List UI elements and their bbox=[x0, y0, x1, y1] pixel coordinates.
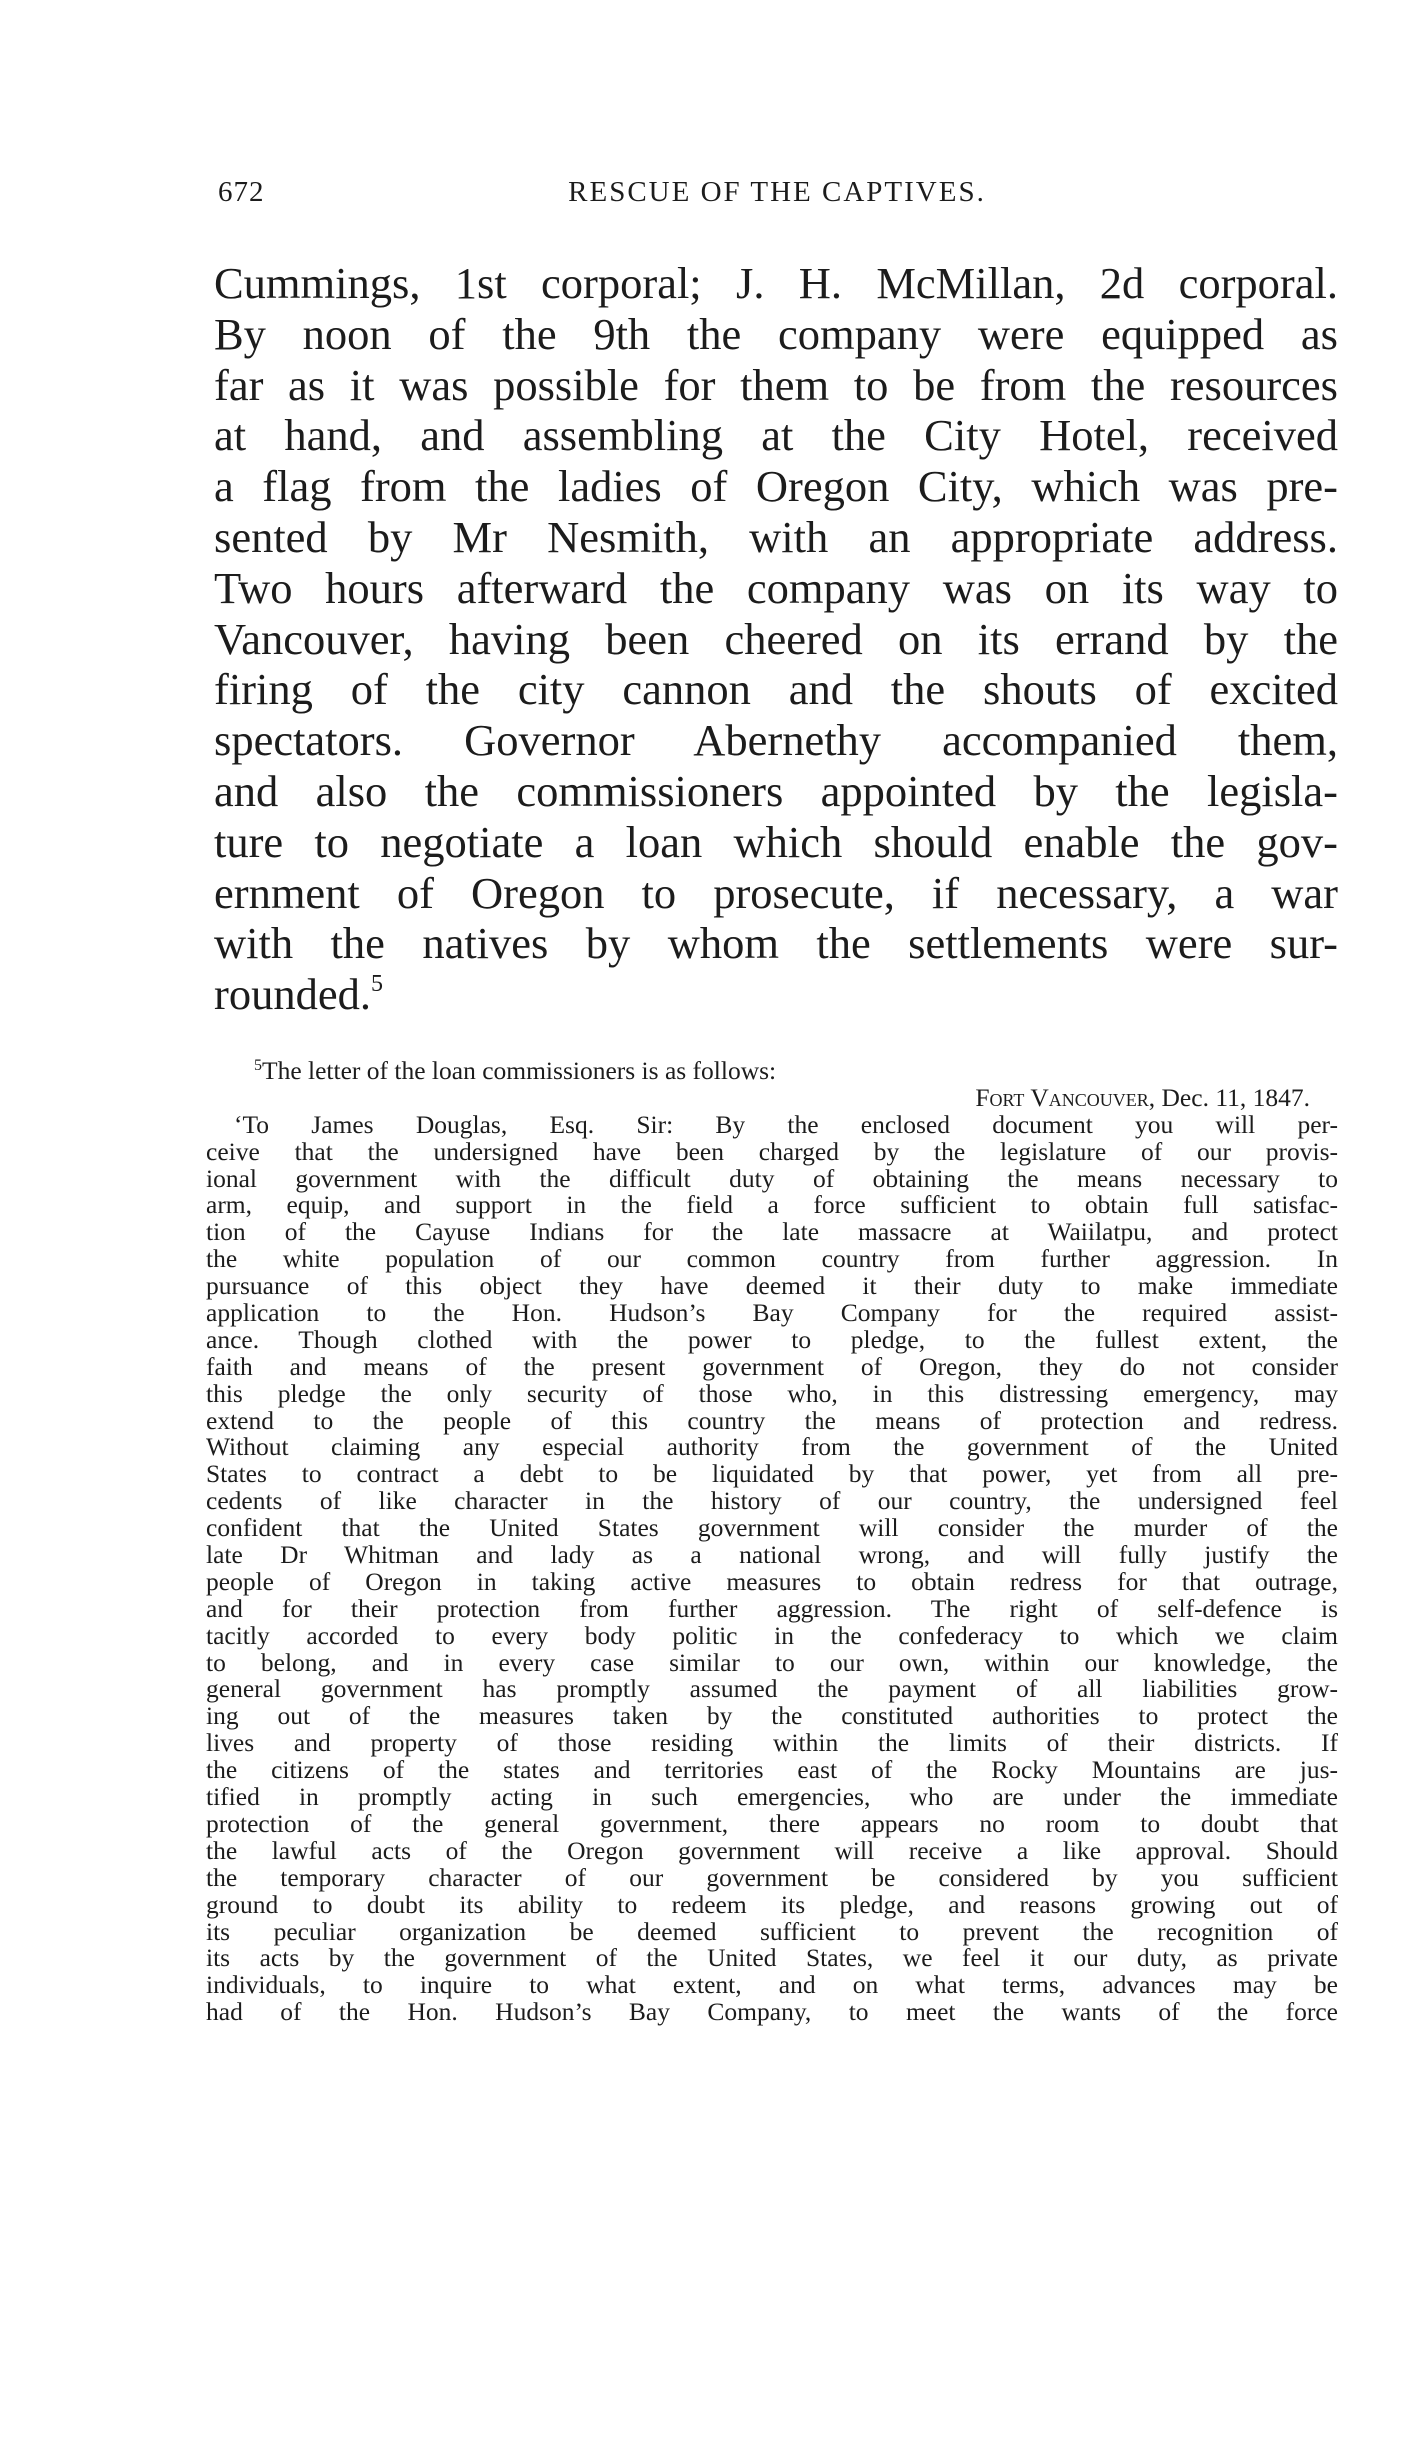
footnote-line: Without claiming any especial authority from the government of the United bbox=[206, 1432, 1338, 1462]
footnote-line: confident that the United States government will consider the murder of the bbox=[206, 1513, 1338, 1543]
body-line: By noon of the 9th the company were equipped as bbox=[214, 308, 1338, 359]
footnote-line: application to the Hon. Hudson’s Bay Company for the required assist- bbox=[206, 1298, 1338, 1328]
footnote-reference[interactable]: 5 bbox=[370, 971, 383, 998]
footnote-line: ing out of the measures taken by the constituted authorities to protect the bbox=[206, 1701, 1338, 1731]
running-head bbox=[218, 176, 1336, 216]
footnote-line: the citizens of the states and territories east of the Rocky Mountains are jus- bbox=[206, 1755, 1338, 1785]
footnote-line: its peculiar organization be deemed sufficient to prevent the recognition of bbox=[206, 1916, 1338, 1946]
footnote-line: cedents of like character in the history of our country, the undersigned feel bbox=[206, 1486, 1338, 1516]
footnote-line: faith and means of the present government of Oregon, they do not consider bbox=[206, 1351, 1338, 1381]
body-line: spectators. Governor Abernethy accompanied them, bbox=[214, 715, 1338, 766]
footnote-line: ‘To James Douglas, Esq. Sir: By the enclosed document you will per- bbox=[234, 1109, 1338, 1139]
footnote-line: ance. Though clothed with the power to pledge, to the fullest extent, the bbox=[206, 1324, 1338, 1354]
body-line: and also the commissioners appointed by the legisla- bbox=[214, 765, 1338, 816]
body-line: at hand, and assembling at the City Hotel, received bbox=[214, 410, 1338, 461]
footnote-line: individuals, to inquire to what extent, and on what terms, advances may be bbox=[206, 1970, 1338, 2000]
body-line: firing of the city cannon and the shouts of excited bbox=[214, 664, 1338, 715]
body-line: Two hours afterward the company was on its way to bbox=[214, 562, 1338, 613]
footnote-intro: The letter of the loan commissioners is as follows: bbox=[262, 1056, 777, 1085]
page-number: 672 bbox=[218, 176, 265, 208]
body-line: far as it was possible for them to be from the resources bbox=[214, 359, 1338, 410]
main-text bbox=[214, 258, 1338, 1020]
body-line: sented by Mr Nesmith, with an appropriate address. bbox=[214, 511, 1338, 562]
body-line: Vancouver, having been cheered on its errand by the bbox=[214, 613, 1338, 664]
footnote-line: general government has promptly assumed the payment of all liabilities grow- bbox=[206, 1674, 1338, 1704]
footnote-dateline bbox=[206, 1082, 1338, 1112]
footnote-line: and for their protection from further aggression. The right of self-defence is bbox=[206, 1593, 1338, 1623]
body-line-last bbox=[214, 969, 1338, 1020]
body-line: Cummings, 1st corporal; J. H. McMillan, 2d corporal. bbox=[214, 258, 1338, 308]
body-line: with the natives by whom the settlements were sur- bbox=[214, 918, 1338, 969]
footnote-line: ional government with the difficult duty of obtaining the means necessary to bbox=[206, 1163, 1338, 1193]
dateline-place: Fort Vancouver, bbox=[975, 1082, 1156, 1112]
footnote-line: extend to the people of this country the means of protection and redress. bbox=[206, 1405, 1338, 1435]
footnote-line: this pledge the only security of those who, in this distressing emergency, may bbox=[206, 1378, 1338, 1408]
footnote-line: late Dr Whitman and lady as a national wrong, and will fully justify the bbox=[206, 1540, 1338, 1570]
footnote-line: tified in promptly acting in such emergencies, who are under the immediate bbox=[206, 1782, 1338, 1812]
footnote-line: the white population of our common country from further aggression. In bbox=[206, 1244, 1338, 1274]
body-line-text: rounded. bbox=[214, 969, 371, 1020]
footnote-line: tion of the Cayuse Indians for the late massacre at Waiilatpu, and protect bbox=[206, 1217, 1338, 1247]
footnote-line: the lawful acts of the Oregon government will receive a like approval. Should bbox=[206, 1835, 1338, 1865]
footnote-line: tacitly accorded to every body politic in the confederacy to which we claim bbox=[206, 1620, 1338, 1650]
footnote-line: people of Oregon in taking active measures to obtain redress for that outrage, bbox=[206, 1566, 1338, 1596]
footnote-line: pursuance of this object they have deemed it their duty to make immediate bbox=[206, 1271, 1338, 1301]
body-line: a flag from the ladies of Oregon City, which was pre- bbox=[214, 461, 1338, 512]
footnote-intro-line bbox=[206, 1058, 1338, 1085]
footnote-line: to belong, and in every case similar to our own, within our knowledge, the bbox=[206, 1647, 1338, 1677]
footnote-line: States to contract a debt to be liquidated by that power, yet from all pre- bbox=[206, 1459, 1338, 1489]
body-line: ernment of Oregon to prosecute, if necessary, a war bbox=[214, 867, 1338, 918]
footnote-line: protection of the general government, there appears no room to doubt that bbox=[206, 1808, 1338, 1838]
footnote-line: ceive that the undersigned have been charged by the legislature of our provis- bbox=[206, 1136, 1338, 1166]
running-title: RESCUE OF THE CAPTIVES. bbox=[568, 176, 986, 208]
footnote bbox=[206, 1058, 1338, 2026]
footnote-line: arm, equip, and support in the field a force sufficient to obtain full satisfac- bbox=[206, 1190, 1338, 1220]
footnote-line: lives and property of those residing within the limits of their districts. If bbox=[206, 1728, 1338, 1758]
footnote-mark: 5 bbox=[254, 1057, 262, 1074]
footnote-line: its acts by the government of the United States, we feel it our duty, as private bbox=[206, 1943, 1338, 1973]
footnote-line: the temporary character of our government be considered by you sufficient bbox=[206, 1862, 1338, 1892]
dateline-date: Dec. 11, 1847. bbox=[1161, 1082, 1310, 1112]
body-line: ture to negotiate a loan which should enable the gov- bbox=[214, 816, 1338, 867]
footnote-line: ground to doubt its ability to redeem its pledge, and reasons growing out of bbox=[206, 1889, 1338, 1919]
footnote-line: had of the Hon. Hudson’s Bay Company, to meet the wants of the force bbox=[206, 1997, 1338, 2027]
